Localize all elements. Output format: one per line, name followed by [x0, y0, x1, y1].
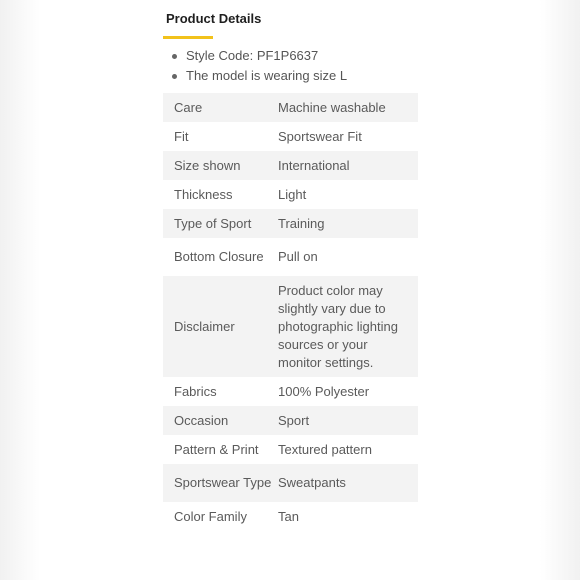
spec-row-care	[163, 93, 418, 122]
spec-value: Textured pattern	[278, 441, 372, 457]
bullet-list	[163, 46, 418, 86]
right-edge-shadow	[540, 0, 580, 580]
spec-row-disclaimer	[163, 276, 418, 377]
bullet-text: The model is wearing size L	[186, 68, 348, 83]
spec-value: Sportswear Fit	[278, 128, 362, 144]
spec-row-fabrics	[163, 377, 418, 406]
spec-label: Disclaimer	[174, 318, 235, 334]
bullet-text: Style Code: PF1P6637	[186, 48, 319, 63]
spec-value: Pull on	[278, 249, 318, 264]
bullet-icon	[172, 54, 177, 59]
spec-value: Product color may slightly vary due to photographic lighting sources or your monitor settings.	[278, 282, 398, 370]
spec-value: Sweatpants	[278, 475, 346, 490]
spec-value: Machine washable	[278, 99, 386, 115]
spec-label: Sportswear Type	[174, 475, 272, 490]
spec-label: Thickness	[174, 186, 233, 202]
product-details-section	[163, 0, 418, 531]
spec-value: Sport	[278, 412, 310, 428]
spec-row-color-family	[163, 502, 418, 531]
bullet-item-model-size	[163, 66, 418, 86]
spec-row-pattern-print	[163, 435, 418, 464]
spec-label: Fit	[174, 128, 189, 144]
spec-row-sportswear-type	[163, 464, 418, 502]
spec-label: Occasion	[174, 412, 229, 428]
spec-label: Fabrics	[174, 383, 217, 399]
spec-label: Type of Sport	[174, 215, 252, 231]
spec-label: Pattern & Print	[174, 441, 259, 457]
left-edge-shadow	[0, 0, 40, 580]
spec-row-fit	[163, 122, 418, 151]
spec-value: Training	[278, 215, 325, 231]
spec-value: Tan	[278, 508, 299, 524]
title-underline	[163, 36, 213, 39]
spec-value: International	[278, 157, 350, 173]
spec-label: Care	[174, 99, 203, 115]
section-title: Product Details	[166, 11, 262, 26]
bullet-item-style-code	[163, 46, 418, 66]
spec-row-thickness	[163, 180, 418, 209]
spec-value: 100% Polyester	[278, 383, 370, 399]
spec-label: Color Family	[174, 508, 247, 524]
spec-value: Light	[278, 186, 307, 202]
spec-row-bottom-closure	[163, 238, 418, 276]
bullet-icon	[172, 74, 177, 79]
spec-table	[163, 93, 418, 531]
spec-row-size-shown	[163, 151, 418, 180]
spec-row-type-of-sport	[163, 209, 418, 238]
spec-label: Bottom Closure	[174, 249, 264, 264]
spec-row-occasion	[163, 406, 418, 435]
spec-label: Size shown	[174, 157, 241, 173]
